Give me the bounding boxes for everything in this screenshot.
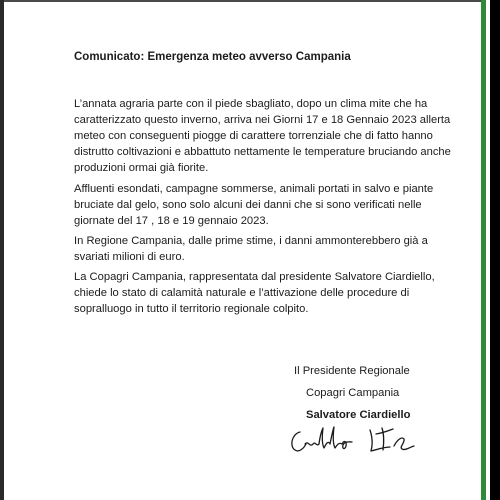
frame-right-border: [490, 0, 500, 500]
paragraph-1: L’annata agraria parte con il piede sbagliato, dopo un clima mite che ha caratterizzato questo inverno, arriva nei Giorni 17 e 18 Gennaio 2023 allerta meteo con conseguenti piogge di carattere torrenziale che di fatto hanno distrutto coltivazioni e abbattuto nettamente le temperature bruciando anche produzioni ormai già fiorite.: [74, 98, 451, 174]
handwritten-signature: [286, 420, 426, 456]
paragraph-2: Affluenti esondati, campagne sommerse, animali portati in salvo e piante bruciate dal gelo, sono solo alcuni dei danni che si sono verificati nelle giornate del 17 , 18 e 19 gennaio 2023.: [74, 183, 434, 227]
document-title: Comunicato: Emergenza meteo avverso Campania: [74, 51, 351, 63]
frame-left-border: [0, 0, 4, 500]
paragraph-4: La Copagri Campania, rappresentata dal presidente Salvatore Ciardiello, chiede lo stato di calamità naturale e l’attivazione delle procedure di sopralluogo in tutto il territorio regionale colpito.: [74, 271, 435, 315]
paragraph-3: In Regione Campania, dalle prime stime, i danni ammonterebbero già a svariati milioni di euro.: [74, 235, 428, 263]
frame-top-border: [0, 0, 500, 2]
signer-name: Salvatore Ciardiello: [306, 409, 411, 421]
signer-role: Il Presidente Regionale: [294, 365, 410, 377]
signer-organization: Copagri Campania: [306, 387, 400, 399]
